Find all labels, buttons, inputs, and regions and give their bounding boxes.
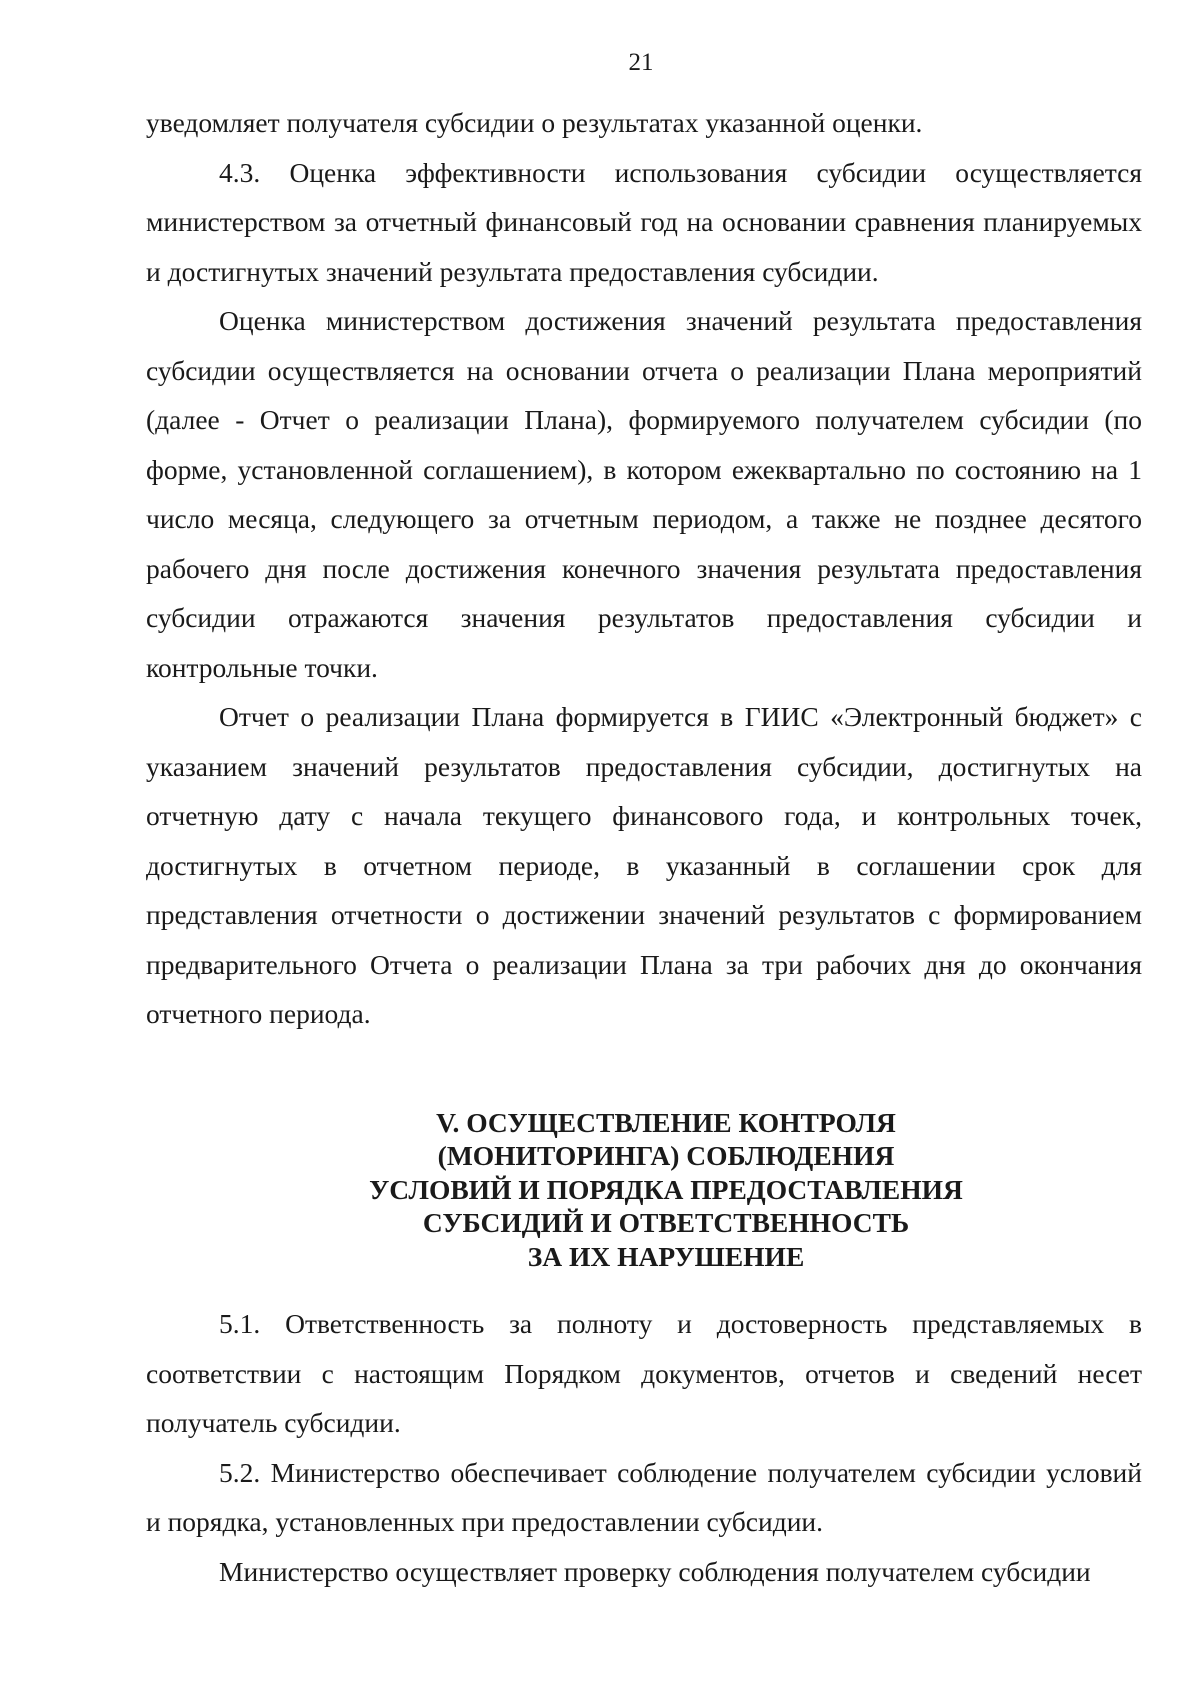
section-heading-line: УСЛОВИЙ И ПОРЯДКА ПРЕДОСТАВЛЕНИЯ: [369, 1173, 963, 1205]
section-heading: [146, 1106, 1142, 1274]
section-heading-line: (МОНИТОРИНГА) СОБЛЮДЕНИЯ: [437, 1140, 895, 1171]
section-heading-line: ЗА ИХ НАРУШЕНИЕ: [527, 1240, 805, 1272]
paragraph-continuation: уведомляет получателя субсидии о результатах указанной оценки.: [146, 107, 923, 138]
paragraph-4-3: 4.3. Оценка эффективности использования субсидии осуществляется министерством за отчетный финансовый год на основании сравнения планируемых и достигнутых значений результата предоставления субсидии.: [146, 156, 1142, 287]
section-heading-line: СУБСИДИЙ И ОТВЕТСТВЕННОСТЬ: [422, 1207, 910, 1238]
section-heading-line: V. ОСУЩЕСТВЛЕНИЕ КОНТРОЛЯ: [436, 1106, 896, 1138]
page-content: [146, 98, 1142, 1596]
paragraph-inspection: Министерство осуществляет проверку соблюдения получателем субсидии: [219, 1555, 1091, 1587]
page-number: 21: [628, 49, 654, 76]
paragraph-report: Отчет о реализации Плана формируется в ГИИС «Электронный бюджет» с указанием значений результатов предоставления субсидии, достигнутых на отчетную дату с начала текущего финансового года, и контрольных точек, достигнутых в отчетном периоде, в указанный в соглашении срок для представления отчетности о достижении значений результатов с формированием предварительного Отчета о реализации Плана за три рабочих дня до окончания отчетного периода.: [146, 701, 1142, 1029]
paragraph-evaluation: Оценка министерством достижения значений результата предоставления субсидии осуществляется на основании отчета о реализации Плана мероприятий (далее - Отчет о реализации Плана), формируемого получателем субсидии (по форме, установленной соглашением), в котором ежеквартально по состоянию на 1 число месяца, следующего за отчетным периодом, а также не позднее десятого рабочего дня после достижения конечного значения результата предоставления субсидии отражаются значения результатов предоставления субсидии и контрольные точки.: [146, 305, 1142, 683]
paragraph-5-2: 5.2. Министерство обеспечивает соблюдение получателем субсидии условий и порядка, установленных при предоставлении субсидии.: [146, 1456, 1142, 1537]
paragraph-5-1: 5.1. Ответственность за полноту и достоверность представляемых в соответствии с настоящим Порядком документов, отчетов и сведений несет получатель субсидии.: [146, 1308, 1142, 1438]
